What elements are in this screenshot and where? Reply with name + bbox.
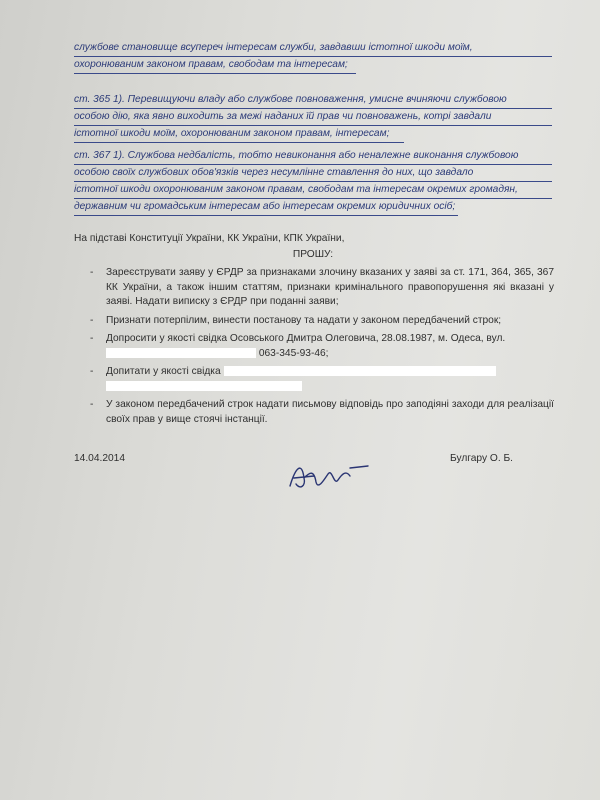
request-heading: ПРОШУ: — [292, 249, 334, 260]
item-register-complaint: Зареєструвати заяву у ЄРДР за признаками злочину вказаних у заяві за ст. 171, 364, 365, 367 КК України, а також іншим статтям, признаки кримінального правопорушення які вказані у заяві. Надати виписку з ЄРДР при поданні заяви; — [106, 267, 554, 307]
quote-article-365 — [74, 92, 552, 143]
quote-line: охоронюваним законом правам, свободам та інтересам; — [74, 57, 356, 74]
redaction-box — [106, 348, 256, 358]
list-item — [90, 314, 554, 329]
list-item — [90, 365, 554, 394]
quote-line: ст. 367 1). Службова недбалість, тобто невиконання або неналежне виконання службовою — [74, 148, 552, 165]
document-date: 14.04.2014 — [74, 453, 125, 464]
quote-line: ст. 365 1). Перевищуючи владу або службове повноваження, умисне вчиняючи службовою — [74, 92, 552, 109]
handwritten-signature — [284, 456, 374, 496]
item-recognize-victim: Признати потерпілим, винести постанову та надати у законом передбачений строк; — [106, 314, 502, 326]
quote-line: службове становище всупереч інтересам служби, завдавши істотної шкоди моїм, — [74, 40, 552, 57]
request-list — [90, 266, 554, 431]
list-item — [90, 398, 554, 427]
quote-line: державним чи громадським інтересам або інтересам окремих юридичних осіб; — [74, 199, 458, 216]
witness-phone: 063-345-93-46; — [258, 347, 329, 359]
quote-line: особою своїх службових обов'язків через несумлінне ставлення до них, що завдало — [74, 165, 552, 182]
quote-line: істотної шкоди моїм, охоронюваним законом правам, інтересам; — [74, 126, 404, 143]
signer-name: Булгару О. Б. — [450, 453, 514, 464]
redaction-box — [106, 381, 302, 391]
quote-article-367 — [74, 148, 552, 216]
list-item — [90, 332, 554, 361]
item-written-response: У законом передбачений строк надати письмову відповідь про заподіяні заходи для реалізації своїх прав у вище стоячі інстанції. — [106, 399, 554, 425]
list-dash: - — [90, 366, 94, 377]
list-item — [90, 266, 554, 310]
legal-basis: На підставі Конституції України, КК України, КПК України, — [74, 233, 345, 244]
quote-abuse-of-office — [74, 40, 552, 74]
quote-line: істотної шкоди охоронюваним законом правам, свободам та інтересам окремих громадян, — [74, 182, 552, 199]
list-dash: - — [90, 267, 94, 278]
quote-line: особою дію, яка явно виходить за межі наданих їй прав чи повноважень, котрі завдали — [74, 109, 552, 126]
item-question-second-witness: Допитати у якості свідка — [106, 366, 221, 377]
redaction-box — [224, 366, 496, 376]
list-dash: - — [90, 333, 94, 344]
list-dash: - — [90, 314, 94, 326]
list-dash: - — [90, 399, 94, 410]
item-question-witness: Допросити у якості свідка Осовського Дмитра Олеговича, 28.08.1987, м. Одеса, вул. — [106, 333, 506, 344]
